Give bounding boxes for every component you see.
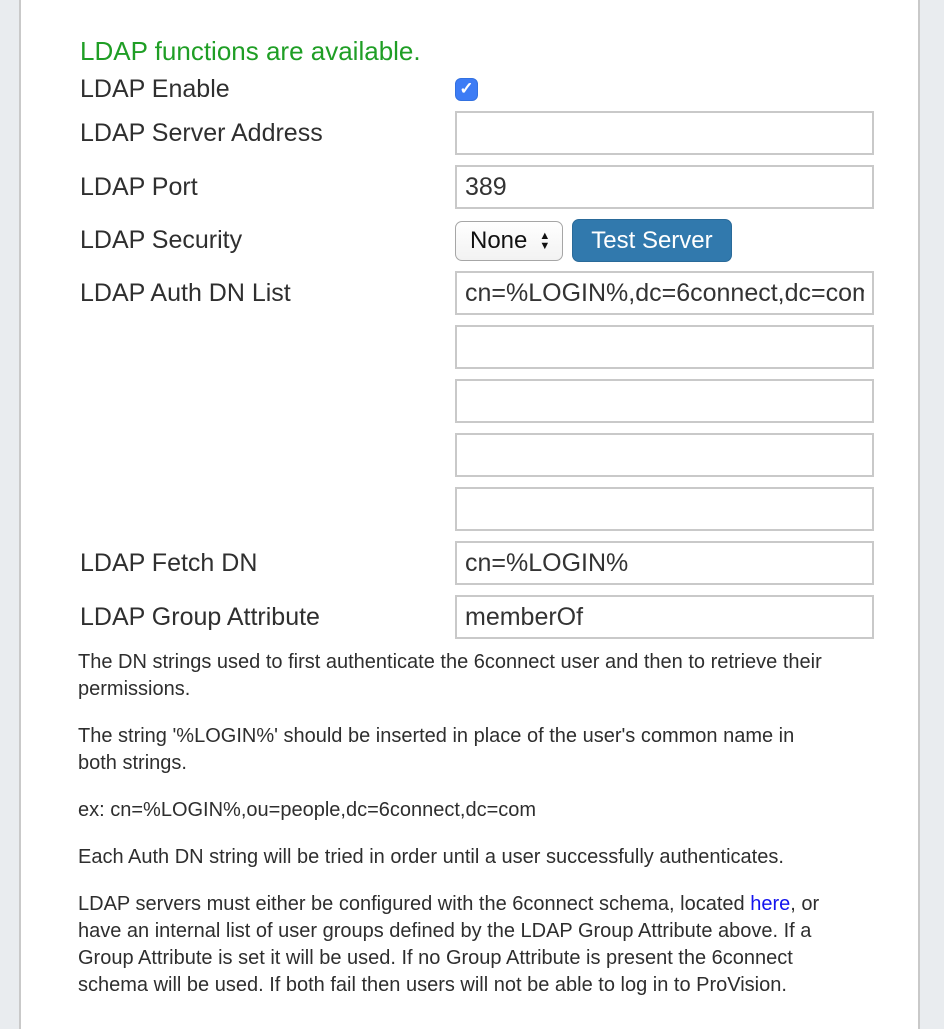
ldap-group-attribute-label: LDAP Group Attribute: [80, 603, 320, 631]
ldap-settings-panel: [19, 0, 920, 1029]
arrow-down-icon: ▼: [539, 239, 551, 252]
checkmark-icon: ✓: [459, 78, 474, 98]
test-server-button[interactable]: Test Server: [572, 219, 731, 262]
ldap-auth-dn-list-row: [78, 271, 892, 531]
arrow-up-icon: ▲: [539, 229, 551, 242]
here-link[interactable]: here: [750, 893, 791, 915]
ldap-security-selected-value: None: [470, 226, 528, 254]
ldap-fetch-dn-label: LDAP Fetch DN: [80, 549, 258, 577]
help-line: Each Auth DN string will be tried in order until a user successfully authenticates.: [78, 846, 784, 868]
ldap-fetch-dn-row: [78, 541, 892, 585]
ldap-auth-dn-input-1[interactable]: [455, 271, 874, 315]
help-paragraph-schema: [78, 891, 892, 999]
ldap-group-attribute-input[interactable]: [455, 595, 874, 639]
ldap-enable-checkbox[interactable]: [455, 78, 478, 101]
ldap-auth-dn-input-2[interactable]: [455, 325, 874, 369]
ldap-security-row: [78, 219, 892, 262]
ldap-server-address-row: [78, 111, 892, 155]
help-paragraph-dn-strings: [78, 649, 892, 703]
ldap-auth-dn-list-label: LDAP Auth DN List: [80, 279, 291, 307]
ldap-fetch-dn-input[interactable]: [455, 541, 874, 585]
help-line: [78, 891, 892, 918]
ldap-security-controls: [455, 219, 732, 262]
help-text: [78, 649, 892, 999]
help-line: have an internal list of user groups defined by the LDAP Group Attribute above. If a: [78, 920, 812, 942]
help-line: permissions.: [78, 678, 191, 700]
help-line: The string '%LOGIN%' should be inserted in place of the user's common name in: [78, 725, 795, 747]
ldap-status-message: LDAP functions are available.: [80, 36, 421, 66]
help-paragraph-auth-order: [78, 844, 892, 871]
ldap-security-select[interactable]: [455, 221, 563, 261]
ldap-security-label: LDAP Security: [80, 226, 243, 254]
ldap-auth-dn-input-4[interactable]: [455, 433, 874, 477]
help-line-segment: , or: [790, 893, 820, 915]
help-paragraph-login-placeholder: [78, 723, 892, 777]
ldap-port-input[interactable]: [455, 165, 874, 209]
help-line: ex: cn=%LOGIN%,ou=people,dc=6connect,dc=com: [78, 799, 537, 821]
help-line: The DN strings used to first authenticate the 6connect user and then to retrieve their: [78, 651, 822, 673]
ldap-auth-dn-inputs: [455, 271, 874, 531]
ldap-enable-row: [78, 76, 892, 102]
help-line-segment: LDAP servers must either be configured with the 6connect schema, located: [78, 893, 751, 915]
help-line: schema will be used. If both fail then users will not be able to log in to ProVision.: [78, 974, 787, 996]
ldap-auth-dn-input-3[interactable]: [455, 379, 874, 423]
select-stepper-icon: [539, 231, 550, 251]
ldap-server-address-label: LDAP Server Address: [80, 119, 323, 147]
ldap-server-address-input[interactable]: [455, 111, 874, 155]
help-paragraph-example: [78, 797, 892, 824]
ldap-port-row: [78, 165, 892, 209]
help-line: Group Attribute is set it will be used. If no Group Attribute is present the 6connect: [78, 947, 793, 969]
help-line: both strings.: [78, 752, 187, 774]
ldap-group-attribute-row: [78, 595, 892, 639]
ldap-enable-label: LDAP Enable: [80, 75, 230, 103]
ldap-port-label: LDAP Port: [80, 173, 198, 201]
ldap-auth-dn-input-5[interactable]: [455, 487, 874, 531]
